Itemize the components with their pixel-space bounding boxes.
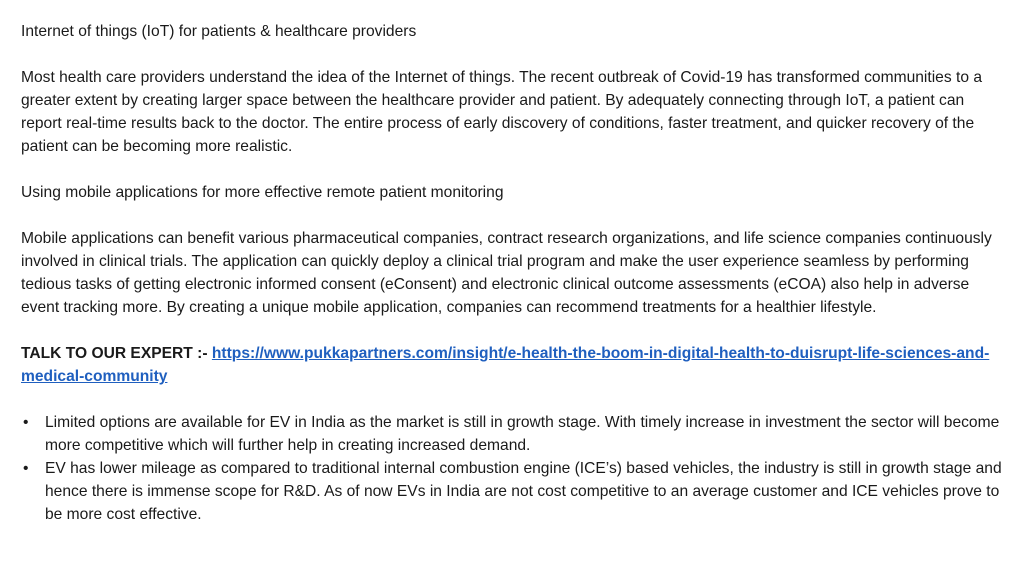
list-item <box>21 411 1004 457</box>
spacer <box>21 204 1004 227</box>
spacer <box>21 158 1004 181</box>
expert-label: TALK TO OUR EXPERT :- <box>21 345 212 362</box>
section-subtitle: Using mobile applications for more effective remote patient monitoring <box>21 184 504 201</box>
list-item <box>21 457 1004 526</box>
bullet-text: Limited options are available for EV in India as the market is still in growth stage. With timely increase in investment the sector will become more competitive which will further help in creating increased demand. <box>45 414 1000 454</box>
expert-link[interactable]: https://www.pukkapartners.com/insight/e-health-the-boom-in-digital-health-to-duisrupt-life-sciences-and-medical-community <box>21 345 990 385</box>
intro-paragraph: Most health care providers understand the idea of the Internet of things. The recent outbreak of Covid-19 has transformed communities to a greater extent by creating larger space between the healthcare provider and patient. By adequately connecting through IoT, a patient can report real-time results back to the doctor. The entire process of early discovery of conditions, faster treatment, and quicker recovery of the patient can be becoming more realistic. <box>21 69 982 155</box>
bullet-text: EV has lower mileage as compared to traditional internal combustion engine (ICE’s) based vehicles, the industry is still in growth stage and hence there is immense scope for R&D. As of now EVs in India are not cost competitive to an average customer and ICE vehicles prove to be more cost effective. <box>45 460 1002 523</box>
expert-line <box>21 342 1004 388</box>
spacer <box>21 388 1004 411</box>
bullet-list <box>21 411 1004 526</box>
page-title: Internet of things (IoT) for patients & healthcare providers <box>21 23 417 40</box>
mobile-apps-paragraph: Mobile applications can benefit various pharmaceutical companies, contract research organizations, and life science companies continuously involved in clinical trials. The application can quickly deploy a clinical trial program and make the user experience seamless by performing tedious tasks of getting electronic informed consent (eConsent) and electronic clinical outcome assessments (eCOA) also help in adverse event tracking more. By creating a unique mobile application, companies can recommend treatments for a healthier lifestyle. <box>21 230 992 316</box>
bullet-icon: • <box>23 460 29 477</box>
bullet-icon: • <box>23 414 29 431</box>
spacer <box>21 43 1004 66</box>
spacer <box>21 319 1004 342</box>
